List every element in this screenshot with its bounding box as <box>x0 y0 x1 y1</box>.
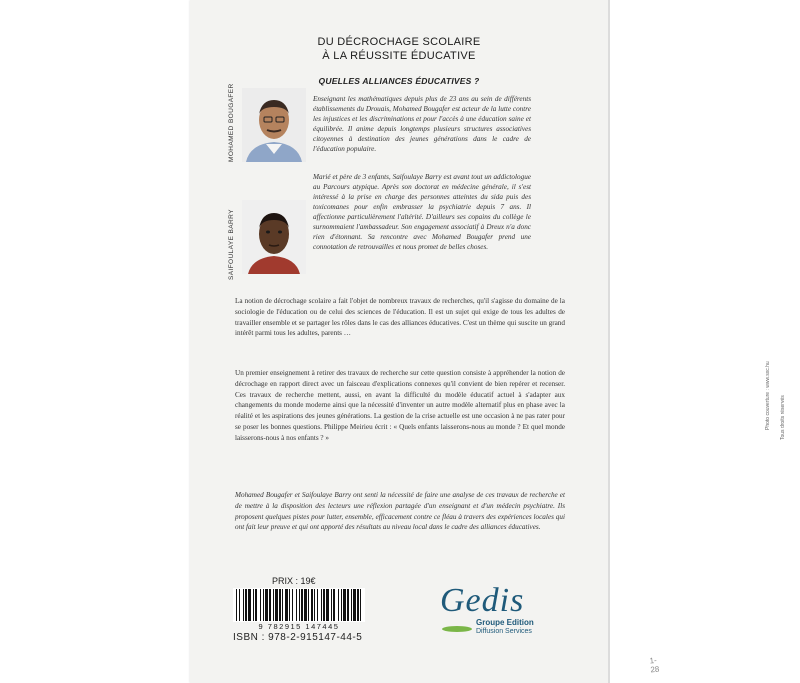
barcode-bar <box>331 589 332 621</box>
author-photo-bougafer <box>242 88 306 162</box>
publisher-logo <box>440 582 560 642</box>
barcode-bar <box>279 589 281 621</box>
barcode <box>233 588 365 622</box>
author-bio-barry: Marié et père de 3 enfants, Saifoulaye Barry est avant tout un addictologue au Parcours atypique. Après son doctorat en médecine générale, il s'est intéressé à la prise en charge des personnes atteintes du sida puis des toxicomanes pour enfin embrasser la psychiatrie depuis 7 ans. Il affectionne particulièrement l'altérité. D'ailleurs ses copains du collège le surnommaient l'ambassadeur. Son engagement associatif à Dreux n'a donc rien d'étonnant. Sa rencontre avec Mohamed Bougafer prend une connotation de retrouvailles et nous promet de belles choses. <box>313 173 531 251</box>
barcode-bar <box>311 589 313 621</box>
logo-swoosh-icon <box>442 626 472 632</box>
rights-notice: Tous droits réservés <box>780 395 786 440</box>
barcode-number: 9 782915 147445 <box>258 622 340 631</box>
barcode-bar <box>239 589 240 621</box>
barcode-bar <box>263 589 264 621</box>
barcode-bar <box>245 589 247 621</box>
barcode-bar <box>308 589 309 621</box>
body-paragraph-1: La notion de décrochage scolaire a fait l'objet de nombreux travaux de recherches, qu'il s'agisse du domaine de la sociologie de l'éducation ou de celui des sciences de l'éducation. Il est un sujet qui exige de tous les adultes de travailler ensemble et se partager les rôles dans le cas des alliances éducatives. C'est un thème qui suscite un grand intérêt parmi tous les adultes, parents … <box>235 297 565 338</box>
barcode-bar <box>353 589 356 621</box>
barcode-bar <box>285 589 288 621</box>
barcode-bar <box>253 589 254 621</box>
body-paragraph-2: Un premier enseignement à retirer des travaux de recherche sur cette question consiste à appréhender la notion de décrochage en rapport direct avec un faisceau d'explications connexes qu'il convient de bien repérer et recenser. Ces travaux de recherche mettent, aussi, en avant la difficulté du modèle éducatif actuel à s'adapter aux changements du monde moderne ainsi que la nécessité d'inventer un autre modèle alternatif plus en phase avec la réalité et les aspirations des jeunes générations. La gestion de la crise actuelle est une occasion à ne pas rater pour se poser les bonnes questions. Philippe Meirieu écrit : « Quels enfants laisserons-nous au monde ? Et quel monde laisserons-nous à nos enfants ? » <box>235 369 565 442</box>
barcode-bar <box>341 589 342 621</box>
handwritten-note: 1-28 <box>649 655 660 675</box>
barcode-bar <box>347 589 349 621</box>
barcode-bar <box>236 589 237 621</box>
author-photo-barry <box>242 200 306 274</box>
barcode-bar <box>273 589 274 621</box>
publisher-logo-wordmark: Gedis <box>440 582 525 619</box>
book-title-line2: À LA RÉUSSITE ÉDUCATIVE <box>322 50 476 62</box>
barcode-bar <box>282 589 283 621</box>
barcode-bar <box>299 589 300 621</box>
body-paragraph-3: Mohamed Bougafer et Saifoulaye Barry ont senti la nécessité de faire une analyse de ces travaux de recherche et de mettre à la disposition des lecteurs une réflexion partagée d'un enseignant et d'un médecin psychiatre. Ils proposent quelques pistes pour lutter, ensemble, efficacement contre ce fléau à travers des expériences locales qui ont fait leur preuve et qui ont apporté des résultats au niveau local dans le cadre des alliances éducatives. <box>235 491 565 532</box>
publisher-tagline-2: Diffusion Services <box>476 628 532 635</box>
barcode-bar <box>323 589 325 621</box>
barcode-bar <box>357 589 359 621</box>
barcode-bar <box>317 589 318 621</box>
barcode-bar <box>343 589 346 621</box>
barcode-bar <box>265 589 268 621</box>
barcode-bar <box>360 589 361 621</box>
cover-edge <box>608 0 610 683</box>
barcode-bar <box>275 589 278 621</box>
barcode-bar <box>314 589 315 621</box>
barcode-bar <box>321 589 322 621</box>
barcode-bar <box>269 589 271 621</box>
price-label: PRIX : 19€ <box>272 576 316 586</box>
author-bio-bougafer: Enseignant les mathématiques depuis plus de 23 ans au sein de différents établissements du Drouais, Mohamed Bougafer est acteur de la lutte contre les injustices et les discriminations et pour l'accès à une éducation saine et équilibrée. Il anime depuis longtemps plusieurs structures associatives citoyennes à destination des jeunes générations dans le cadre de l'éducation populaire. <box>313 95 531 153</box>
isbn-label: ISBN : 978-2-915147-44-5 <box>233 632 363 643</box>
publisher-tagline-1: Groupe Edition <box>476 618 534 627</box>
barcode-bar <box>301 589 303 621</box>
barcode-bar <box>296 589 297 621</box>
barcode-bar <box>326 589 329 621</box>
author-name-barry: SAIFOULAYE BARRY <box>228 209 235 280</box>
barcode-bar <box>292 589 293 621</box>
book-subtitle: QUELLES ALLIANCES ÉDUCATIVES ? <box>318 76 480 86</box>
barcode-bar <box>243 589 244 621</box>
book-title-line1: DU DÉCROCHAGE SCOLAIRE <box>317 36 481 48</box>
barcode-bar <box>304 589 307 621</box>
barcode-bar <box>351 589 352 621</box>
author-name-bougafer: MOHAMED BOUGAFER <box>228 83 235 162</box>
barcode-bar <box>255 589 257 621</box>
barcode-bar <box>260 589 261 621</box>
barcode-bar <box>338 589 339 621</box>
book-back-cover <box>190 0 786 683</box>
barcode-bar <box>333 589 335 621</box>
barcode-bar <box>289 589 290 621</box>
photo-credit: Photo couverture : www.sxc.hu <box>765 361 771 430</box>
barcode-bar <box>248 589 251 621</box>
